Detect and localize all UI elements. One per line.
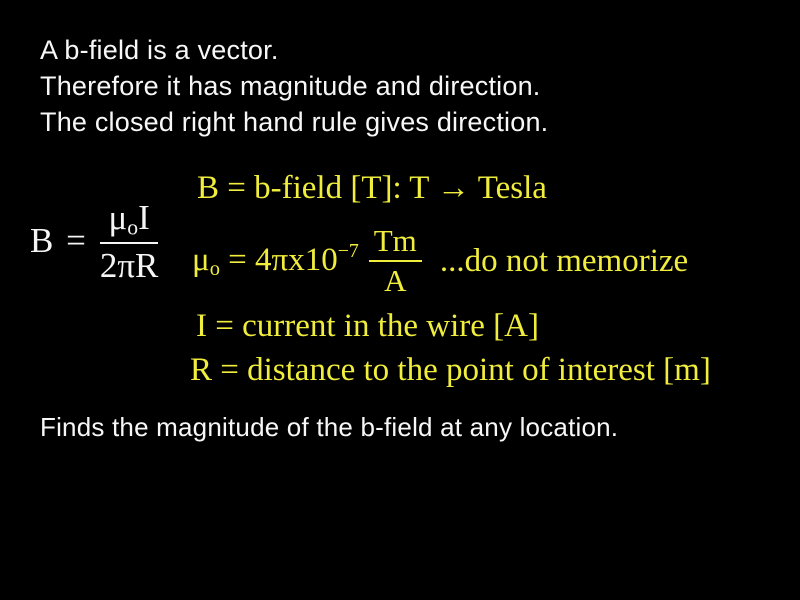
definition-r: R = distance to the point of interest [m] <box>190 352 711 388</box>
mu-note: ...do not memorize <box>439 243 689 280</box>
mu-units-numerator: Tm <box>369 224 422 262</box>
current-symbol: I <box>138 198 150 237</box>
mu-value: = 4πx10 <box>219 242 338 279</box>
intro-line-1: A b-field is a vector. <box>40 35 279 65</box>
mu-definition-base <box>192 241 359 280</box>
mu-units-fraction <box>369 224 422 298</box>
b-field-formula <box>30 198 158 285</box>
mu-units-denominator: A <box>384 262 407 298</box>
fraction-numerator <box>100 198 157 244</box>
definition-b: B = b-field [T]: T → Tesla <box>197 170 547 206</box>
fraction-denominator: 2πR <box>99 245 159 285</box>
intro-line-2: Therefore it has magnitude and direction. <box>40 71 541 101</box>
mu-symbol: μ <box>108 198 128 237</box>
mu-subscript: o <box>127 215 139 240</box>
formula-fraction <box>100 198 159 285</box>
formula-lhs: B = <box>30 221 88 261</box>
conclusion-text: Finds the magnitude of the b-field at any location. <box>40 412 619 442</box>
mu-subscript: o <box>209 258 220 281</box>
definition-i: I = current in the wire [A] <box>196 308 539 344</box>
mu-exponent: −7 <box>337 240 359 263</box>
mu-symbol: μ <box>192 242 210 279</box>
intro-line-3: The closed right hand rule gives direction. <box>40 107 549 137</box>
intro-text-block <box>40 32 548 140</box>
definition-mu <box>192 224 688 298</box>
